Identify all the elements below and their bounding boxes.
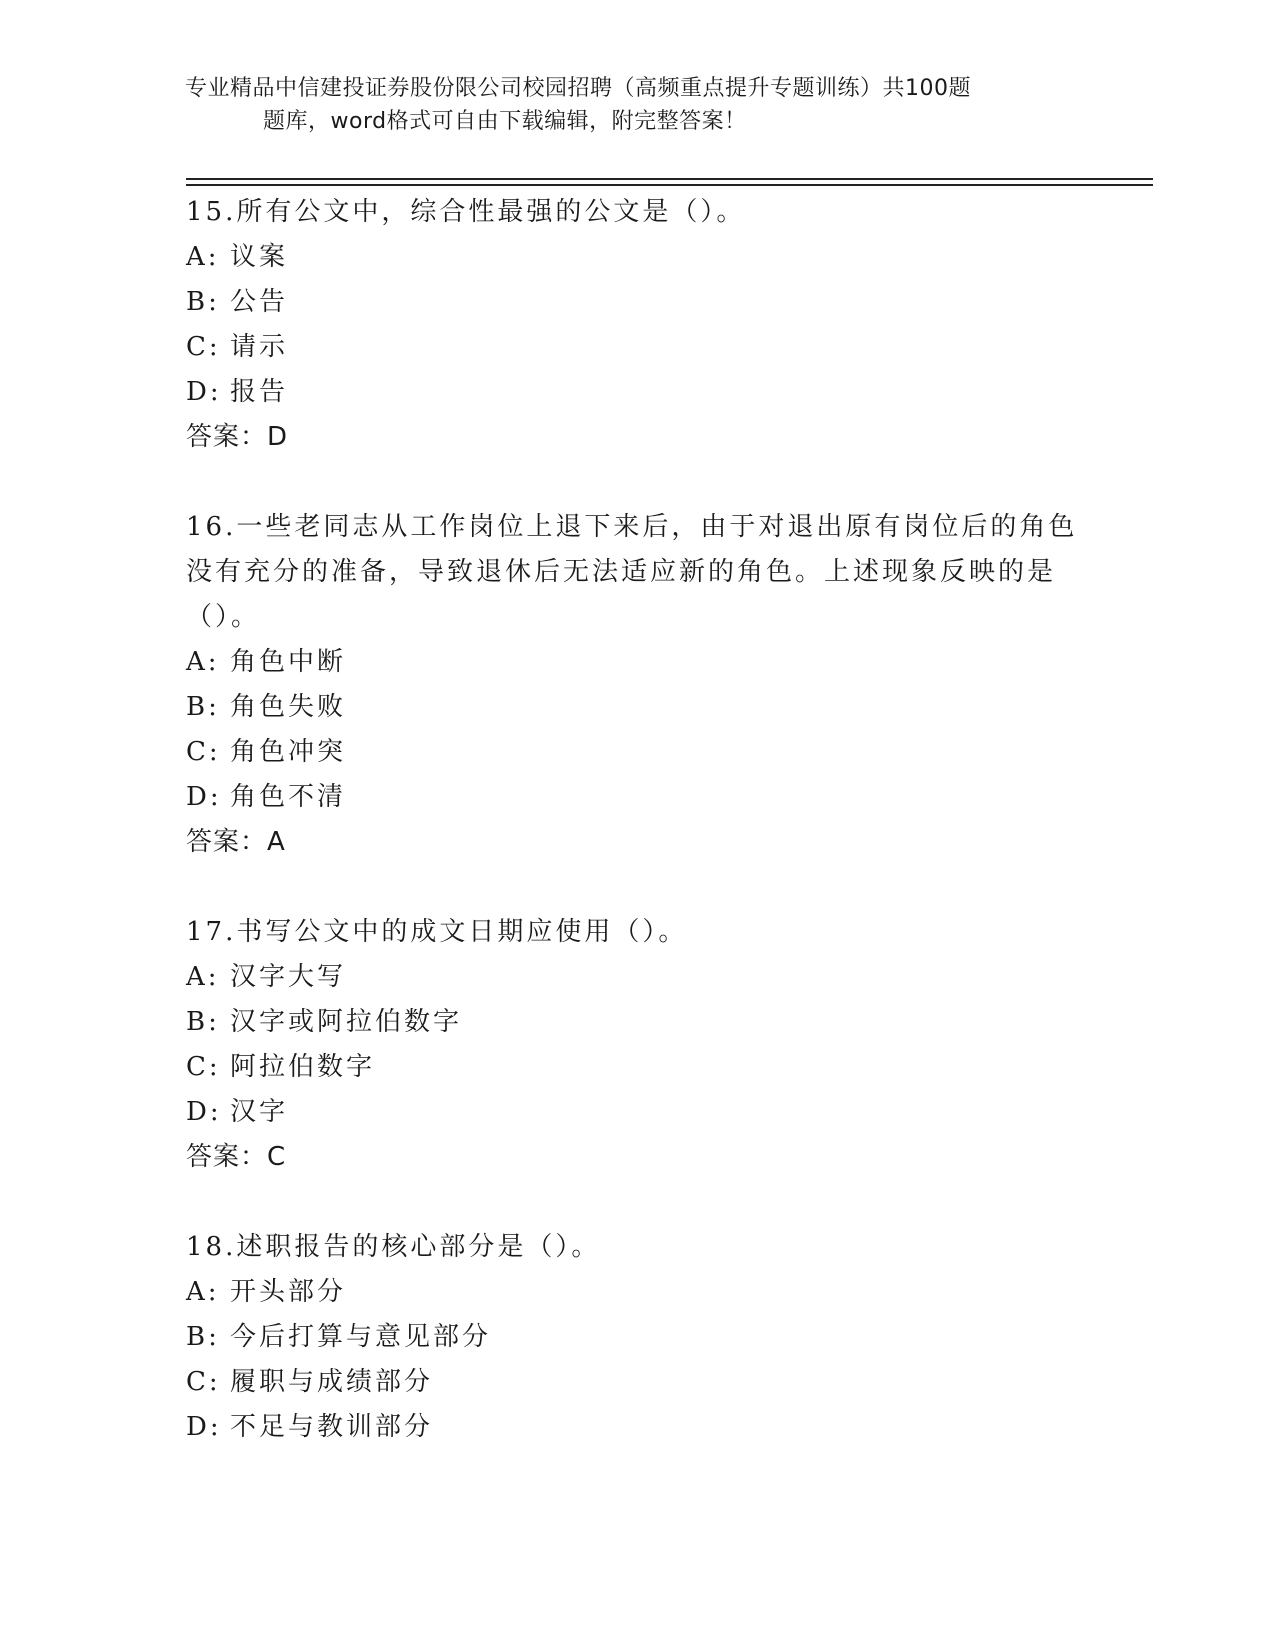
option-d: [186, 370, 1086, 415]
question-15: [186, 190, 1086, 460]
option-b: [186, 1000, 1086, 1045]
option-label: A:: [186, 1277, 220, 1307]
option-label: C:: [186, 1367, 221, 1397]
option-label: D:: [186, 782, 222, 812]
question-spacer: [186, 1180, 1086, 1225]
option-text: 不足与教训部分: [230, 1412, 434, 1442]
option-text: 角色冲突: [230, 737, 347, 767]
option-label: C:: [186, 1052, 221, 1082]
option-text: 角色失败: [230, 692, 347, 722]
option-label: A:: [186, 242, 220, 272]
question-text: 18.述职报告的核心部分是（）。: [186, 1232, 601, 1262]
option-d: [186, 1090, 1086, 1135]
answer-line: 答案：C: [186, 1142, 287, 1172]
question-16: [186, 505, 1086, 865]
option-text: 开头部分: [230, 1277, 347, 1307]
option-text: 请示: [230, 332, 289, 362]
option-text: 议案: [230, 242, 289, 272]
question-spacer: [186, 460, 1086, 505]
option-a: [186, 640, 1086, 685]
header-divider-bottom: [186, 184, 1153, 186]
question-text: 17.书写公文中的成文日期应使用（）。: [186, 917, 688, 947]
option-a: [186, 955, 1086, 1000]
option-c: [186, 1045, 1086, 1090]
option-text: 汉字或阿拉伯数字: [230, 1007, 463, 1037]
option-d: [186, 1405, 1086, 1450]
option-a: [186, 235, 1086, 280]
option-text: 角色中断: [230, 647, 347, 677]
document-header: [185, 72, 1075, 138]
question-spacer: [186, 865, 1086, 910]
question-17: [186, 910, 1086, 1180]
header-divider-top: [186, 178, 1153, 180]
option-text: 报告: [230, 377, 289, 407]
option-label: C:: [186, 332, 221, 362]
option-d: [186, 775, 1086, 820]
option-text: 汉字大写: [230, 962, 347, 992]
option-label: D:: [186, 1412, 222, 1442]
answer-line: 答案：A: [186, 827, 286, 857]
option-c: [186, 325, 1086, 370]
question-18: [186, 1225, 1086, 1450]
option-b: [186, 1315, 1086, 1360]
option-text: 阿拉伯数字: [230, 1052, 376, 1082]
header-title-line-1: 专业精品中信建投证券股份限公司校园招聘（高频重点提升专题训练）共100题: [185, 76, 971, 101]
answer-line: 答案：D: [186, 422, 289, 452]
option-label: B:: [186, 1007, 220, 1037]
option-text: 汉字: [230, 1097, 289, 1127]
option-label: C:: [186, 737, 221, 767]
question-text: 15.所有公文中，综合性最强的公文是（）。: [186, 197, 746, 227]
option-text: 公告: [230, 287, 289, 317]
option-label: A:: [186, 647, 220, 677]
option-text: 今后打算与意见部分: [230, 1322, 492, 1352]
option-a: [186, 1270, 1086, 1315]
option-label: B:: [186, 1322, 220, 1352]
option-text: 履职与成绩部分: [230, 1367, 434, 1397]
question-text: 16.一些老同志从工作岗位上退下来后，由于对退出原有岗位后的角色没有充分的准备，导致退休后无法适应新的角色。上述现象反映的是（）。: [186, 512, 1078, 632]
option-c: [186, 730, 1086, 775]
header-title-line-2: 题库，word格式可自由下载编辑，附完整答案！: [263, 109, 747, 134]
option-label: B:: [186, 287, 220, 317]
option-c: [186, 1360, 1086, 1405]
option-label: A:: [186, 962, 220, 992]
option-label: D:: [186, 377, 222, 407]
option-b: [186, 280, 1086, 325]
option-label: B:: [186, 692, 220, 722]
question-list: [186, 190, 1086, 1450]
option-b: [186, 685, 1086, 730]
option-text: 角色不清: [230, 782, 347, 812]
option-label: D:: [186, 1097, 222, 1127]
